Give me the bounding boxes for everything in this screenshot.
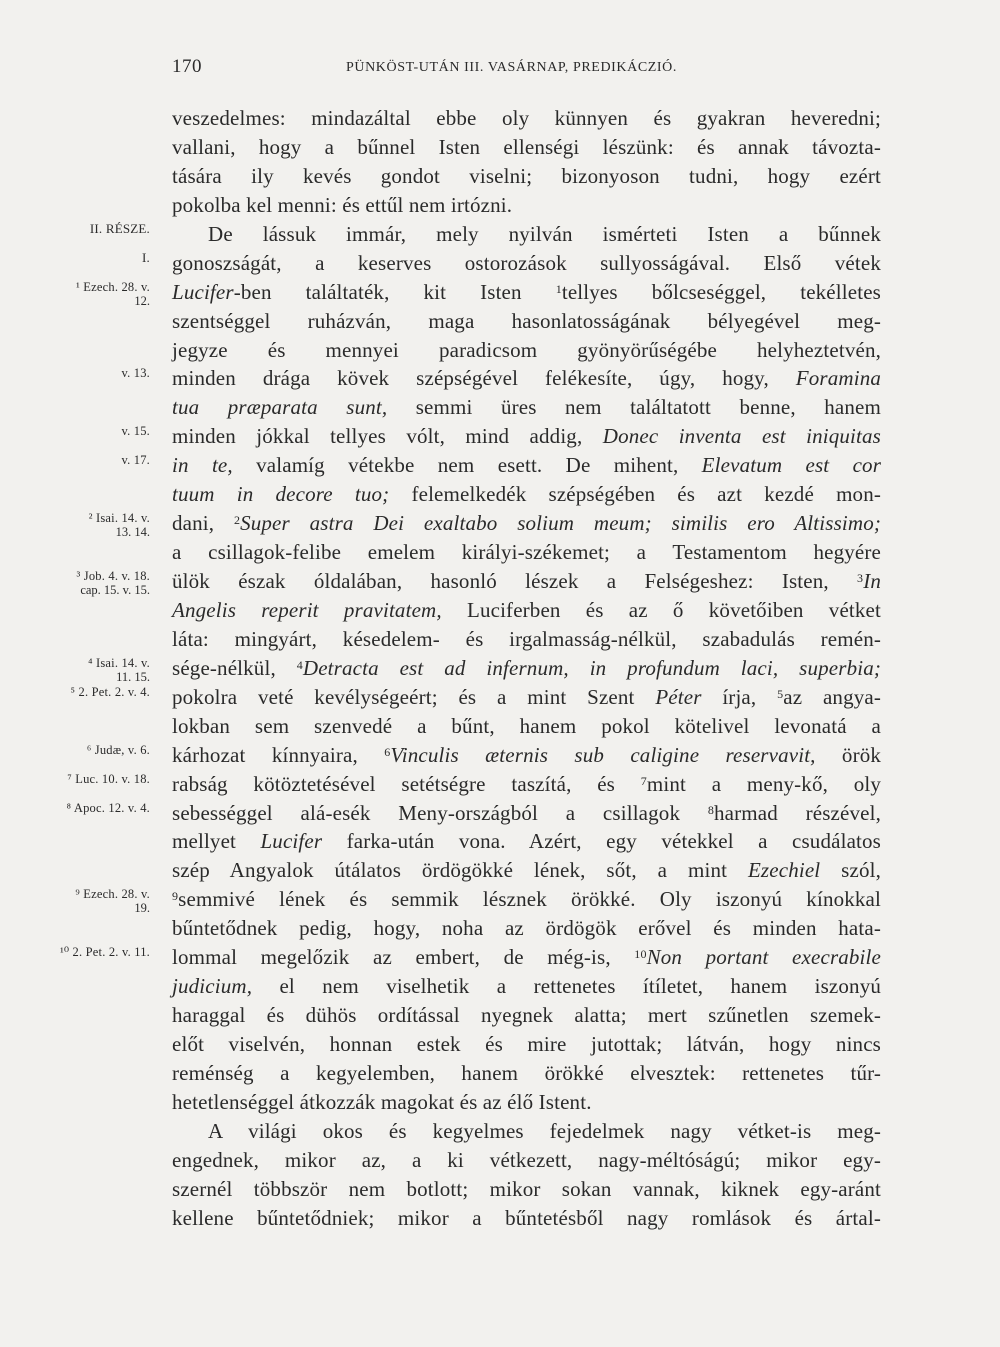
text-line: [0, 191, 1000, 220]
line-text: dani, $^2$Super astra Dei exaltabo solium meum; similis ero Altissimo;: [172, 511, 881, 536]
page-body: [0, 104, 1000, 1233]
text-line: [0, 220, 1000, 249]
line-text: a csillagok-felibe emelem királyi-székemet; a Testamentom hegyére: [172, 540, 881, 565]
line-text: sége-nélkül, $^4$Detracta est ad infernum, in profundum laci, superbia;: [172, 655, 881, 680]
line-text: láta: mingyárt, késedelem- és irgalmasság-nélkül, szabadulás remén-: [172, 626, 881, 651]
text-line: [0, 480, 1000, 509]
line-text: judicium, el nem viselhetik a rettenetes ítíletet, hanem iszonyú: [172, 974, 881, 999]
line-text: lommal megelőzik az embert, de még-is, $^{10}$Non portant execrabile: [172, 945, 881, 970]
line-text: bűntetődnek pedig, hogy, noha az ördögök erővel és minden hata-: [172, 916, 881, 941]
line-text: tuum in decore tuo; felemelkedék szépségében és azt kezdé mon-: [172, 482, 881, 507]
text-line: [0, 133, 1000, 162]
line-text: minden jókkal tellyes vólt, mind addig, Donec inventa est iniquitas: [172, 424, 881, 449]
text-line: [0, 712, 1000, 741]
page-number: 170: [172, 56, 202, 77]
text-line: [0, 1001, 1000, 1030]
margin-note-continued: 19.: [134, 901, 150, 916]
line-text: minden drága kövek szépségével felékesíte, úgy, hogy, Foramina: [172, 366, 881, 391]
text-line: [0, 1175, 1000, 1204]
line-text: $^9$semmivé lének és semmik lésznek örökké. Oly iszonyú kínokkal: [172, 887, 881, 912]
text-line: [0, 885, 1000, 914]
margin-note: ² Isai. 14. v.: [88, 511, 150, 526]
text-line: [0, 741, 1000, 770]
text-line: [0, 654, 1000, 683]
line-text: mellyet Lucifer farka-után vona. Azért, egy vétekkel a csudálatos: [172, 829, 881, 854]
line-text: szernél többször nem botlott; mikor sokan vannak, kiknek egy-aránt: [172, 1176, 881, 1201]
text-line: [0, 538, 1000, 567]
margin-note-continued: cap. 15. v. 15.: [80, 583, 150, 597]
margin-note: v. 15.: [121, 424, 150, 439]
line-text: Lucifer-ben találtaték, kit Isten $^1$tellyes bőlcseséggel, tekélletes: [172, 279, 881, 304]
margin-note: ⁶ Judæ, v. 6.: [86, 742, 150, 757]
text-line: [0, 596, 1000, 625]
text-line: [0, 1117, 1000, 1146]
text-line: [0, 943, 1000, 972]
line-text: haraggal és dühös ordítással nyegnek alatta; mert szűnetlen szemek-: [172, 1003, 881, 1028]
line-text: kellene bűntetődniek; mikor a bűntetésből nagy romlások és ártal-: [172, 1205, 881, 1230]
text-line: [0, 625, 1000, 654]
line-text: Angelis reperit pravitatem, Luciferben és az ő követőiben vétket: [172, 597, 881, 622]
text-line: [0, 799, 1000, 828]
text-line: [0, 972, 1000, 1001]
line-text: jegyze és mennyei paradicsom gyönyörűségébe helyheztetvén,: [172, 337, 881, 362]
line-text: pokolra veté kevélységeért; és a mint Szent Péter írja, $^5$az angya-: [172, 684, 881, 709]
margin-note: ⁸ Apoc. 12. v. 4.: [66, 800, 150, 815]
margin-note: ¹⁰ 2. Pet. 2. v. 11.: [60, 945, 150, 960]
text-line: [0, 278, 1000, 307]
text-line: [0, 914, 1000, 943]
margin-note-continued: 13. 14.: [115, 525, 150, 540]
text-line: [0, 104, 1000, 133]
line-text: lokban sem szenvedé a bűnt, hanem pokol kötelivel levonatá a: [172, 713, 881, 738]
line-text: előt viselvén, honnan estek és mire jutottak; látván, hogy nincs: [172, 1032, 881, 1056]
text-line: [0, 393, 1000, 422]
text-line: [0, 364, 1000, 393]
margin-note: II. RÉSZE.: [89, 220, 150, 236]
margin-note: v. 17.: [121, 453, 150, 468]
margin-note: ³ Job. 4. v. 18.: [76, 569, 150, 583]
text-line: [0, 1088, 1000, 1117]
running-header: [0, 56, 1000, 86]
running-title: PÜNKÖST-UTÁN III. VASÁRNAP, PREDIKÁCZIÓ.: [346, 60, 677, 75]
margin-note: ¹ Ezech. 28. v.: [76, 279, 150, 294]
margin-note: ⁵ 2. Pet. 2. v. 4.: [70, 684, 150, 699]
line-text: szentséggel ruházván, maga hasonlatosságának bélyegével meg-: [172, 308, 881, 333]
text-line: [0, 307, 1000, 336]
line-text: szép Angyalok útálatos ördögökké lének, sőt, a mint Ezechiel szól,: [172, 858, 881, 883]
line-text: A világi okos és kegyelmes fejedelmek nagy vétket-is meg-: [208, 1118, 881, 1143]
margin-note-continued: 12.: [134, 293, 150, 308]
margin-note-continued: 11. 15.: [116, 669, 150, 684]
line-text: hetetlenséggel átkozzák magokat és az élő Istent.: [172, 1089, 592, 1114]
text-line: [0, 1059, 1000, 1088]
text-line: [0, 827, 1000, 856]
line-text: engednek, mikor az, a ki vétkezett, nagy-méltóságú; mikor egy-: [172, 1147, 881, 1172]
line-text: tására ily kevés gondot viselni; bizonyoson tudni, hogy ezért: [172, 163, 881, 188]
margin-note: I.: [142, 249, 150, 265]
line-text: pokolba kel menni: és ettűl nem irtózni.: [172, 192, 513, 217]
margin-note: ⁴ Isai. 14. v.: [88, 655, 150, 670]
margin-note: ⁷ Luc. 10. v. 18.: [67, 771, 150, 786]
text-line: [0, 451, 1000, 480]
text-line: [0, 509, 1000, 538]
margin-note: v. 13.: [121, 366, 150, 381]
text-line: [0, 1030, 1000, 1059]
line-text: in te, valamíg vétekbe nem esett. De mihent, Elevatum est cor: [172, 453, 882, 478]
text-line: [0, 422, 1000, 451]
line-text: tua præparata sunt, semmi üres nem találtatott benne, hanem: [172, 395, 881, 420]
text-line: [0, 1204, 1000, 1233]
text-line: [0, 856, 1000, 885]
line-text: gonoszságát, a keserves ostorozások sullyosságával. Első vétek: [172, 250, 881, 275]
line-text: ülök észak óldalában, hasonló lészek a Felségeshez: Isten, $^3$In: [172, 569, 881, 593]
line-text: veszedelmes: mindazáltal ebbe oly künnyen és gyakran heveredni;: [172, 106, 881, 130]
line-text: vallani, hogy a bűnnel Isten ellenségi lészünk: és annak távozta-: [172, 134, 881, 159]
margin-note: ⁹ Ezech. 28. v.: [75, 887, 150, 902]
text-line: [0, 249, 1000, 278]
text-line: [0, 1146, 1000, 1175]
line-text: kárhozat kínnyaira, $^6$Vinculis æternis sub caligine reservavit, örök: [172, 742, 882, 767]
text-line: [0, 336, 1000, 365]
text-line: [0, 567, 1000, 596]
line-text: reménség a kegyelemben, hanem örökké elvesztek: rettenetes tűr-: [172, 1060, 881, 1085]
text-line: [0, 770, 1000, 799]
line-text: sebességgel alá-esék Meny-országból a csillagok $^8$harmad részével,: [172, 800, 881, 825]
line-text: De lássuk immár, mely nyilván ismérteti Isten a bűnnek: [208, 221, 881, 246]
text-line: [0, 162, 1000, 191]
text-line: [0, 683, 1000, 712]
line-text: rabság kötöztetésével setétségre taszítá, és $^7$mint a meny-kő, oly: [172, 771, 881, 796]
